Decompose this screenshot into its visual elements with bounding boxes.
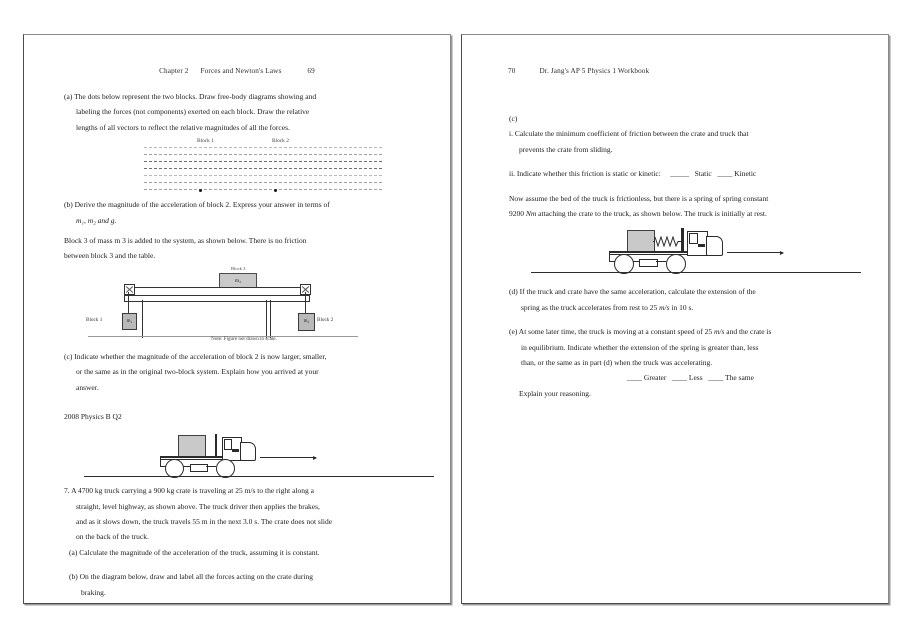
fbd-dashed-line [144, 161, 382, 162]
truck-figure-left [64, 426, 424, 480]
question-7-line2: straight, level highway, as shown above. The truck driver then applies the brakes, [76, 501, 320, 511]
part-c-ii-option-static: Static [694, 169, 712, 179]
spacer [64, 397, 424, 411]
running-head-right [508, 67, 649, 75]
question-7-part-b-line2: braking. [81, 587, 106, 597]
part-e-speed-unit: m/s [713, 327, 725, 337]
fbd-dashed-line [144, 182, 382, 183]
part-c-label: (c) [509, 114, 518, 123]
part-a-line2: labeling the forces (not components) exerted on each block. Draw the relative [76, 107, 310, 117]
spring-truck-headboard [681, 228, 684, 253]
part-c-line3: answer. [76, 382, 99, 392]
figure-block1: m₁ [122, 313, 137, 330]
question-7-line4-row [64, 531, 424, 542]
part-c-ii-blank-kinetic[interactable]: ____ [717, 169, 733, 179]
question-7-part-a: (a) Calculate the magnitude of the acceleration of the truck, assuming it is constant. [69, 547, 320, 557]
truck-cab-detail [232, 449, 239, 452]
figure-table-leg [266, 300, 267, 338]
truck-hood [240, 442, 256, 461]
figure-block3: m₃ [219, 273, 257, 289]
figure-block2: m₂ [298, 313, 315, 331]
page-number-right: 70 [508, 67, 516, 75]
figure-table-leg [270, 300, 271, 338]
part-e-option-greater: Greater [643, 373, 667, 383]
part-c-ii-text: ii. Indicate whether this friction is static or kinetic: [509, 169, 661, 179]
spring-coil [653, 236, 681, 247]
spring-truck-cab-window [689, 233, 698, 244]
part-e-blank-greater[interactable]: ____ [627, 373, 643, 383]
right-page-body [509, 113, 862, 403]
figure-block1-label: Block 1 [86, 316, 103, 323]
part-d-line2-pre: spring as the truck accelerates from rest to 25 [521, 302, 660, 312]
part-e-blank-same[interactable]: ____ [708, 373, 724, 383]
part-c-i-block [509, 128, 862, 139]
part-c-ii-blank-static[interactable]: _____ [670, 169, 689, 179]
block3-intro-line1-row [64, 235, 424, 246]
part-e-line3-row [509, 357, 862, 368]
question-7-line3-row [64, 516, 424, 527]
part-c-ii-row [509, 168, 862, 179]
spring-intro-line2-post: attaching the crate to the truck, as shown below. The truck is initially at rest. [536, 208, 767, 218]
part-d-speed-unit: m/s [659, 302, 670, 312]
part-e-explain: Explain your reasoning. [519, 388, 591, 398]
spacer [64, 562, 424, 571]
spring-motion-arrow [727, 252, 783, 253]
part-c-i-line2: prevents the crate from sliding. [519, 144, 613, 154]
question-7-part-a-row [64, 547, 424, 558]
fbd-dashed-line [144, 147, 382, 148]
fbd-dot-block1 [199, 189, 202, 192]
part-e-line4-row [509, 388, 862, 399]
spring-intro-line1-row [509, 193, 862, 204]
truck-crate [178, 435, 206, 458]
part-e-line1-post: and the crate is [724, 327, 772, 337]
part-b-line2-row [64, 215, 424, 226]
question-7-part-b-line1-row [64, 571, 424, 582]
part-c-ii-option-kinetic: Kinetic [734, 169, 757, 179]
spring-truck-axle-link [656, 261, 666, 262]
fbd-label-block1: Block 1 [197, 138, 214, 145]
spring-truck-hood [706, 236, 723, 256]
fbd-label-block2: Block 2 [272, 138, 289, 145]
figure-rope-right [305, 292, 306, 314]
figure-table-edge [124, 295, 310, 302]
part-b-block [64, 199, 424, 210]
part-a-line3-row [64, 122, 424, 133]
part-e-line1-pre: (e) At some later time, the truck is moving at a constant speed of 25 [509, 327, 714, 337]
fbd-dashed-lines [144, 147, 382, 196]
question-7-number: 7. [64, 486, 70, 496]
part-e-line2: in equilibrium. Indicate whether the extension of the spring is greater than, less [521, 342, 759, 352]
part-a-line2-row [64, 106, 424, 117]
part-a-line1: (a) The dots below represent the two blocks. Draw free-body diagrams showing and [64, 92, 317, 101]
part-e-block [509, 326, 862, 337]
part-e-line3: than, or the same as in part (d) when the truck was accelerating. [521, 357, 713, 367]
running-head-left [24, 67, 450, 75]
truck-cab-window [224, 439, 232, 450]
part-d-line2-row [509, 302, 862, 313]
part-c-i-line2-row [509, 144, 862, 155]
fbd-labels [64, 137, 424, 146]
figure-note: Note: Figure not drawn to scale. [211, 335, 277, 342]
question-7-line3: and as it slows down, the truck travels 55 m in the next 3.0 s. The crate does not slide [76, 517, 333, 527]
spring-coil-svg [653, 236, 681, 247]
spring-crate [627, 230, 655, 253]
spring-intro-line2-row [509, 208, 862, 219]
fbd-dashed-line [144, 175, 382, 176]
part-b-line1: (b) Derive the magnitude of the acceleration of block 2. Express your answer in terms of [64, 200, 330, 210]
question-7-line1: A 4700 kg truck carrying a 900 kg crate is traveling at 25 m/s to the right along a [71, 486, 314, 496]
figure-block2-label: Block 2 [317, 316, 334, 323]
page-number-left: 69 [307, 67, 315, 75]
figure-rope-left [128, 292, 129, 314]
question-7-part-b-line2-row [64, 587, 424, 598]
spring-intro-line1: Now assume the bed of the truck is frictionless, but there is a spring of spring constant [509, 193, 769, 203]
part-c-line1: (c) Indicate whether the magnitude of the acceleration of block 2 is now larger, smaller, [64, 351, 327, 361]
exam-reference-row [64, 411, 424, 422]
page-left [23, 34, 451, 604]
part-c-line2: or the same as in the original two-block system. Explain how you arrived at your [76, 367, 319, 377]
running-head-book-title: Dr. Jang's AP 5 Physics 1 Workbook [539, 67, 650, 75]
fbd-dashed-line [144, 154, 382, 155]
fbd-dot-block2 [274, 189, 277, 192]
part-d-line2-post: in 10 s. [669, 302, 694, 312]
free-body-diagram-area [64, 137, 424, 199]
running-head-chapter: Chapter 2 [159, 67, 189, 75]
part-c-i-line1: i. Calculate the minimum coefficient of friction between the crate and truck that [509, 129, 749, 139]
part-e-option-less: Less [688, 373, 703, 383]
spring-truck-wheel-rear [614, 254, 634, 274]
spring-truck-cab-detail [698, 244, 705, 247]
part-e-line2-row [509, 342, 862, 353]
truck-spring-figure [509, 223, 862, 281]
spring-intro-line2-pre: 9200 [509, 208, 526, 218]
block3-intro-line2: between block 3 and the table. [64, 251, 156, 261]
question-7-line2-row [64, 501, 424, 512]
part-b-line2: m₁, m₂ and g. [76, 215, 117, 225]
part-a-block [64, 91, 424, 102]
fbd-dashed-line [144, 168, 382, 169]
ground-line [84, 476, 434, 477]
spring-constant-unit: Nm [525, 208, 537, 218]
truck-axle-link [206, 466, 216, 467]
spring-truck-wheel-front [666, 254, 686, 274]
figure-table-leg [142, 300, 143, 338]
part-c-line3-row [64, 382, 424, 393]
block3-intro-line1: Block 3 of mass m 3 is added to the system, as shown below. There is no friction [64, 235, 307, 245]
page-right [461, 34, 889, 604]
part-c-block [64, 351, 424, 362]
motion-arrow [260, 457, 316, 458]
part-d-line1: (d) If the truck and crate have the same acceleration, calculate the extension of the [509, 287, 756, 297]
part-d-block [509, 286, 862, 297]
spacer [509, 184, 862, 193]
question-7-block [64, 485, 424, 496]
part-e-choices-row [509, 372, 862, 383]
part-a-line3: lengths of all vectors to reflect the relative magnitudes of all the forces. [76, 122, 290, 132]
spring-ground-line [531, 272, 861, 273]
part-c-line2-row [64, 366, 424, 377]
part-e-blank-less[interactable]: ____ [672, 373, 688, 383]
part-c-label-row [509, 113, 862, 124]
question-7-part-b-line1: (b) On the diagram below, draw and label all the forces acting on the crate during [69, 572, 314, 582]
exam-reference: 2008 Physics B Q2 [64, 411, 122, 421]
spacer [509, 317, 862, 326]
truck-headboard [215, 434, 217, 457]
block3-intro-line2-row [64, 250, 424, 261]
figure-pulley-left [124, 284, 135, 295]
fbd-dashed-line [144, 189, 382, 190]
spacer [509, 159, 862, 168]
question-7-line4: on the back of the truck. [76, 532, 149, 542]
left-page-body [64, 91, 424, 604]
pulley-table-figure [64, 266, 424, 342]
figure-block3-caption: Block 3 [231, 265, 246, 271]
running-head-chapter-title: Forces and Newton's Laws [200, 67, 282, 75]
part-e-option-same: The same [725, 373, 754, 383]
